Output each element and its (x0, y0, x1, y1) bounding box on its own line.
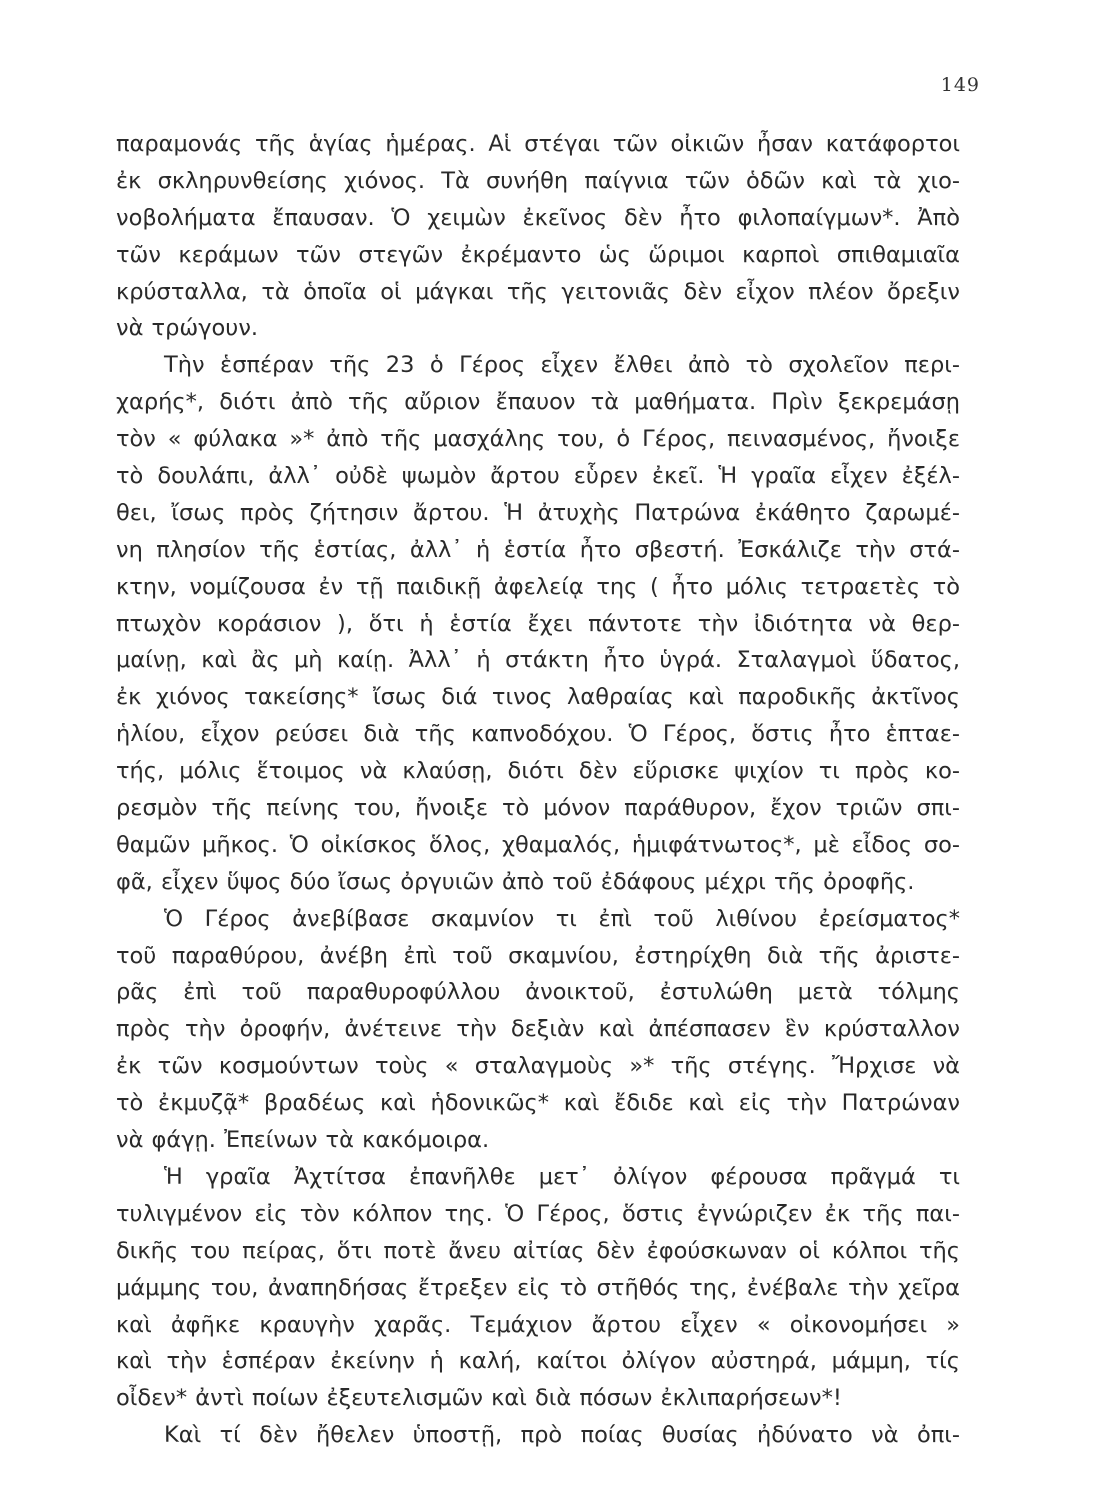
text-line: φᾶ, εἶχεν ὕψος δύο ἴσως ὀργυιῶν ἀπὸ τοῦ ἐδάφους μέχρι τῆς ὀροφῆς. (116, 868, 915, 895)
text-line: Καὶ τί δὲν ἤθελεν ὑποστῇ, πρὸ ποίας θυσίας ἠδύνατο νὰ ὀπι- (164, 1422, 960, 1449)
text-line: Ἡ γραῖα Ἀχτίτσα ἐπανῆλθε μετ᾽ ὀλίγον φέρουσα πρᾶγμά τι (164, 1163, 960, 1190)
text-line: κρύσταλλα, τὰ ὁποῖα οἱ μάγκαι τῆς γειτονιᾶς δὲν εἶχον πλέον ὄρεξιν (116, 278, 960, 305)
text-line: καὶ ἀφῆκε κραυγὴν χαρᾶς. Τεμάχιον ἄρτου εἶχεν « οἰκονομήσει » (116, 1311, 960, 1338)
text-line: ἐκ τῶν κοσμούντων τοὺς « σταλαγμοὺς »* τῆς στέγης. Ἤρχισε νὰ (116, 1053, 960, 1080)
text-line: οἶδεν* ἀντὶ ποίων ἐξευτελισμῶν καὶ διὰ πόσων ἐκλιπαρήσεων*! (116, 1385, 842, 1412)
text-line: τοῦ παραθύρου, ἀνέβη ἐπὶ τοῦ σκαμνίου, ἐστηρίχθη διὰ τῆς ἀριστε- (116, 942, 960, 969)
page-number: 149 (940, 74, 980, 96)
text-line: νὰ τρώγουν. (116, 315, 259, 342)
text-line: τὸν « φύλακα »* ἀπὸ τῆς μασχάλης του, ὁ Γέρος, πεινασμένος, ἤνοιξε (116, 426, 960, 453)
text-line: νη πλησίον τῆς ἑστίας, ἀλλ᾽ ἡ ἑστία ἦτο σβεστή. Ἐσκάλιζε τὴν στά- (116, 536, 960, 563)
text-line: νοβολήματα ἔπαυσαν. Ὁ χειμὼν ἐκεῖνος δὲν ἦτο φιλοπαίγμων*. Ἀπὸ (116, 204, 960, 231)
text-line: κτην, νομίζουσα ἐν τῇ παιδικῇ ἀφελείᾳ της ( ἦτο μόλις τετραετὲς τὸ (116, 573, 960, 600)
text-line: ἐκ σκληρυνθείσης χιόνος. Τὰ συνήθη παίγνια τῶν ὁδῶν καὶ τὰ χιο- (116, 167, 960, 194)
text-line: χαρής*, διότι ἀπὸ τῆς αὔριον ἔπαυον τὰ μαθήματα. Πρὶν ξεκρεμάσῃ (116, 389, 960, 416)
text-line: θει, ἴσως πρὸς ζήτησιν ἄρτου. Ἡ ἀτυχὴς Πατρώνα ἐκάθητο ζαρωμέ- (116, 499, 960, 526)
text-line: πρὸς τὴν ὀροφήν, ἀνέτεινε τὴν δεξιὰν καὶ ἀπέσπασεν ἓν κρύσταλλον (116, 1016, 960, 1043)
text-line: τής, μόλις ἕτοιμος νὰ κλαύσῃ, διότι δὲν εὕρισκε ψιχίον τι πρὸς κο- (116, 758, 960, 785)
text-line: ἐκ χιόνος τακείσης* ἴσως διά τινος λαθραίας καὶ παροδικῆς ἀκτῖνος (116, 684, 960, 711)
text-line: Ὁ Γέρος ἀνεβίβασε σκαμνίον τι ἐπὶ τοῦ λιθίνου ἐρείσματος* (164, 905, 960, 932)
text-line: ρᾶς ἐπὶ τοῦ παραθυροφύλλου ἀνοικτοῦ, ἐστυλώθη μετὰ τόλμης (116, 979, 960, 1006)
text-line: μαίνῃ, καὶ ἂς μὴ καίῃ. Ἀλλ᾽ ἡ στάκτη ἦτο ὑγρά. Σταλαγμοὶ ὕδατος, (116, 647, 960, 674)
text-line: τυλιγμένον εἰς τὸν κόλπον της. Ὁ Γέρος, ὅστις ἐγνώριζεν ἐκ τῆς παι- (116, 1200, 960, 1227)
text-line: μάμμης του, ἀναπηδήσας ἔτρεξεν εἰς τὸ στῆθός της, ἐνέβαλε τὴν χεῖρα (116, 1274, 960, 1301)
text-line: δικῆς του πείρας, ὅτι ποτὲ ἄνευ αἰτίας δὲν ἐφούσκωναν οἱ κόλποι τῆς (116, 1237, 960, 1264)
text-line: νὰ φάγῃ. Ἐπείνων τὰ κακόμοιρα. (116, 1127, 490, 1154)
text-line: Τὴν ἑσπέραν τῆς 23 ὁ Γέρος εἶχεν ἔλθει ἀπὸ τὸ σχολεῖον περι- (164, 352, 960, 379)
text-line: ἡλίου, εἶχον ρεύσει διὰ τῆς καπνοδόχου. Ὁ Γέρος, ὅστις ἦτο ἑπταε- (116, 721, 960, 748)
body-text (116, 126, 960, 1454)
text-line: πτωχὸν κοράσιον ), ὅτι ἡ ἑστία ἔχει πάντοτε τὴν ἰδιότητα νὰ θερ- (116, 610, 960, 637)
text-line: τὸ ἐκμυζᾷ* βραδέως καὶ ἡδονικῶς* καὶ ἔδιδε καὶ εἰς τὴν Πατρώναν (116, 1090, 960, 1117)
text-line: ρεσμὸν τῆς πείνης του, ἤνοιξε τὸ μόνον παράθυρον, ἔχον τριῶν σπι- (116, 795, 960, 822)
text-line: τὸ δουλάπι, ἀλλ᾽ οὐδὲ ψωμὸν ἄρτου εὗρεν ἐκεῖ. Ἡ γραῖα εἶχεν ἐξέλ- (116, 463, 960, 490)
text-line: τῶν κεράμων τῶν στεγῶν ἐκρέμαντο ὡς ὥριμοι καρποὶ σπιθαμιαῖα (116, 241, 960, 268)
text-line: καὶ τὴν ἑσπέραν ἐκείνην ἡ καλή, καίτοι ὀλίγον αὐστηρά, μάμμη, τίς (116, 1348, 960, 1375)
text-line: παραμονάς τῆς ἁγίας ἡμέρας. Αἱ στέγαι τῶν οἰκιῶν ἦσαν κατάφορτοι (116, 131, 960, 157)
text-line: θαμῶν μῆκος. Ὁ οἰκίσκος ὅλος, χθαμαλός, ἡμιφάτνωτος*, μὲ εἶδος σο- (116, 831, 960, 858)
